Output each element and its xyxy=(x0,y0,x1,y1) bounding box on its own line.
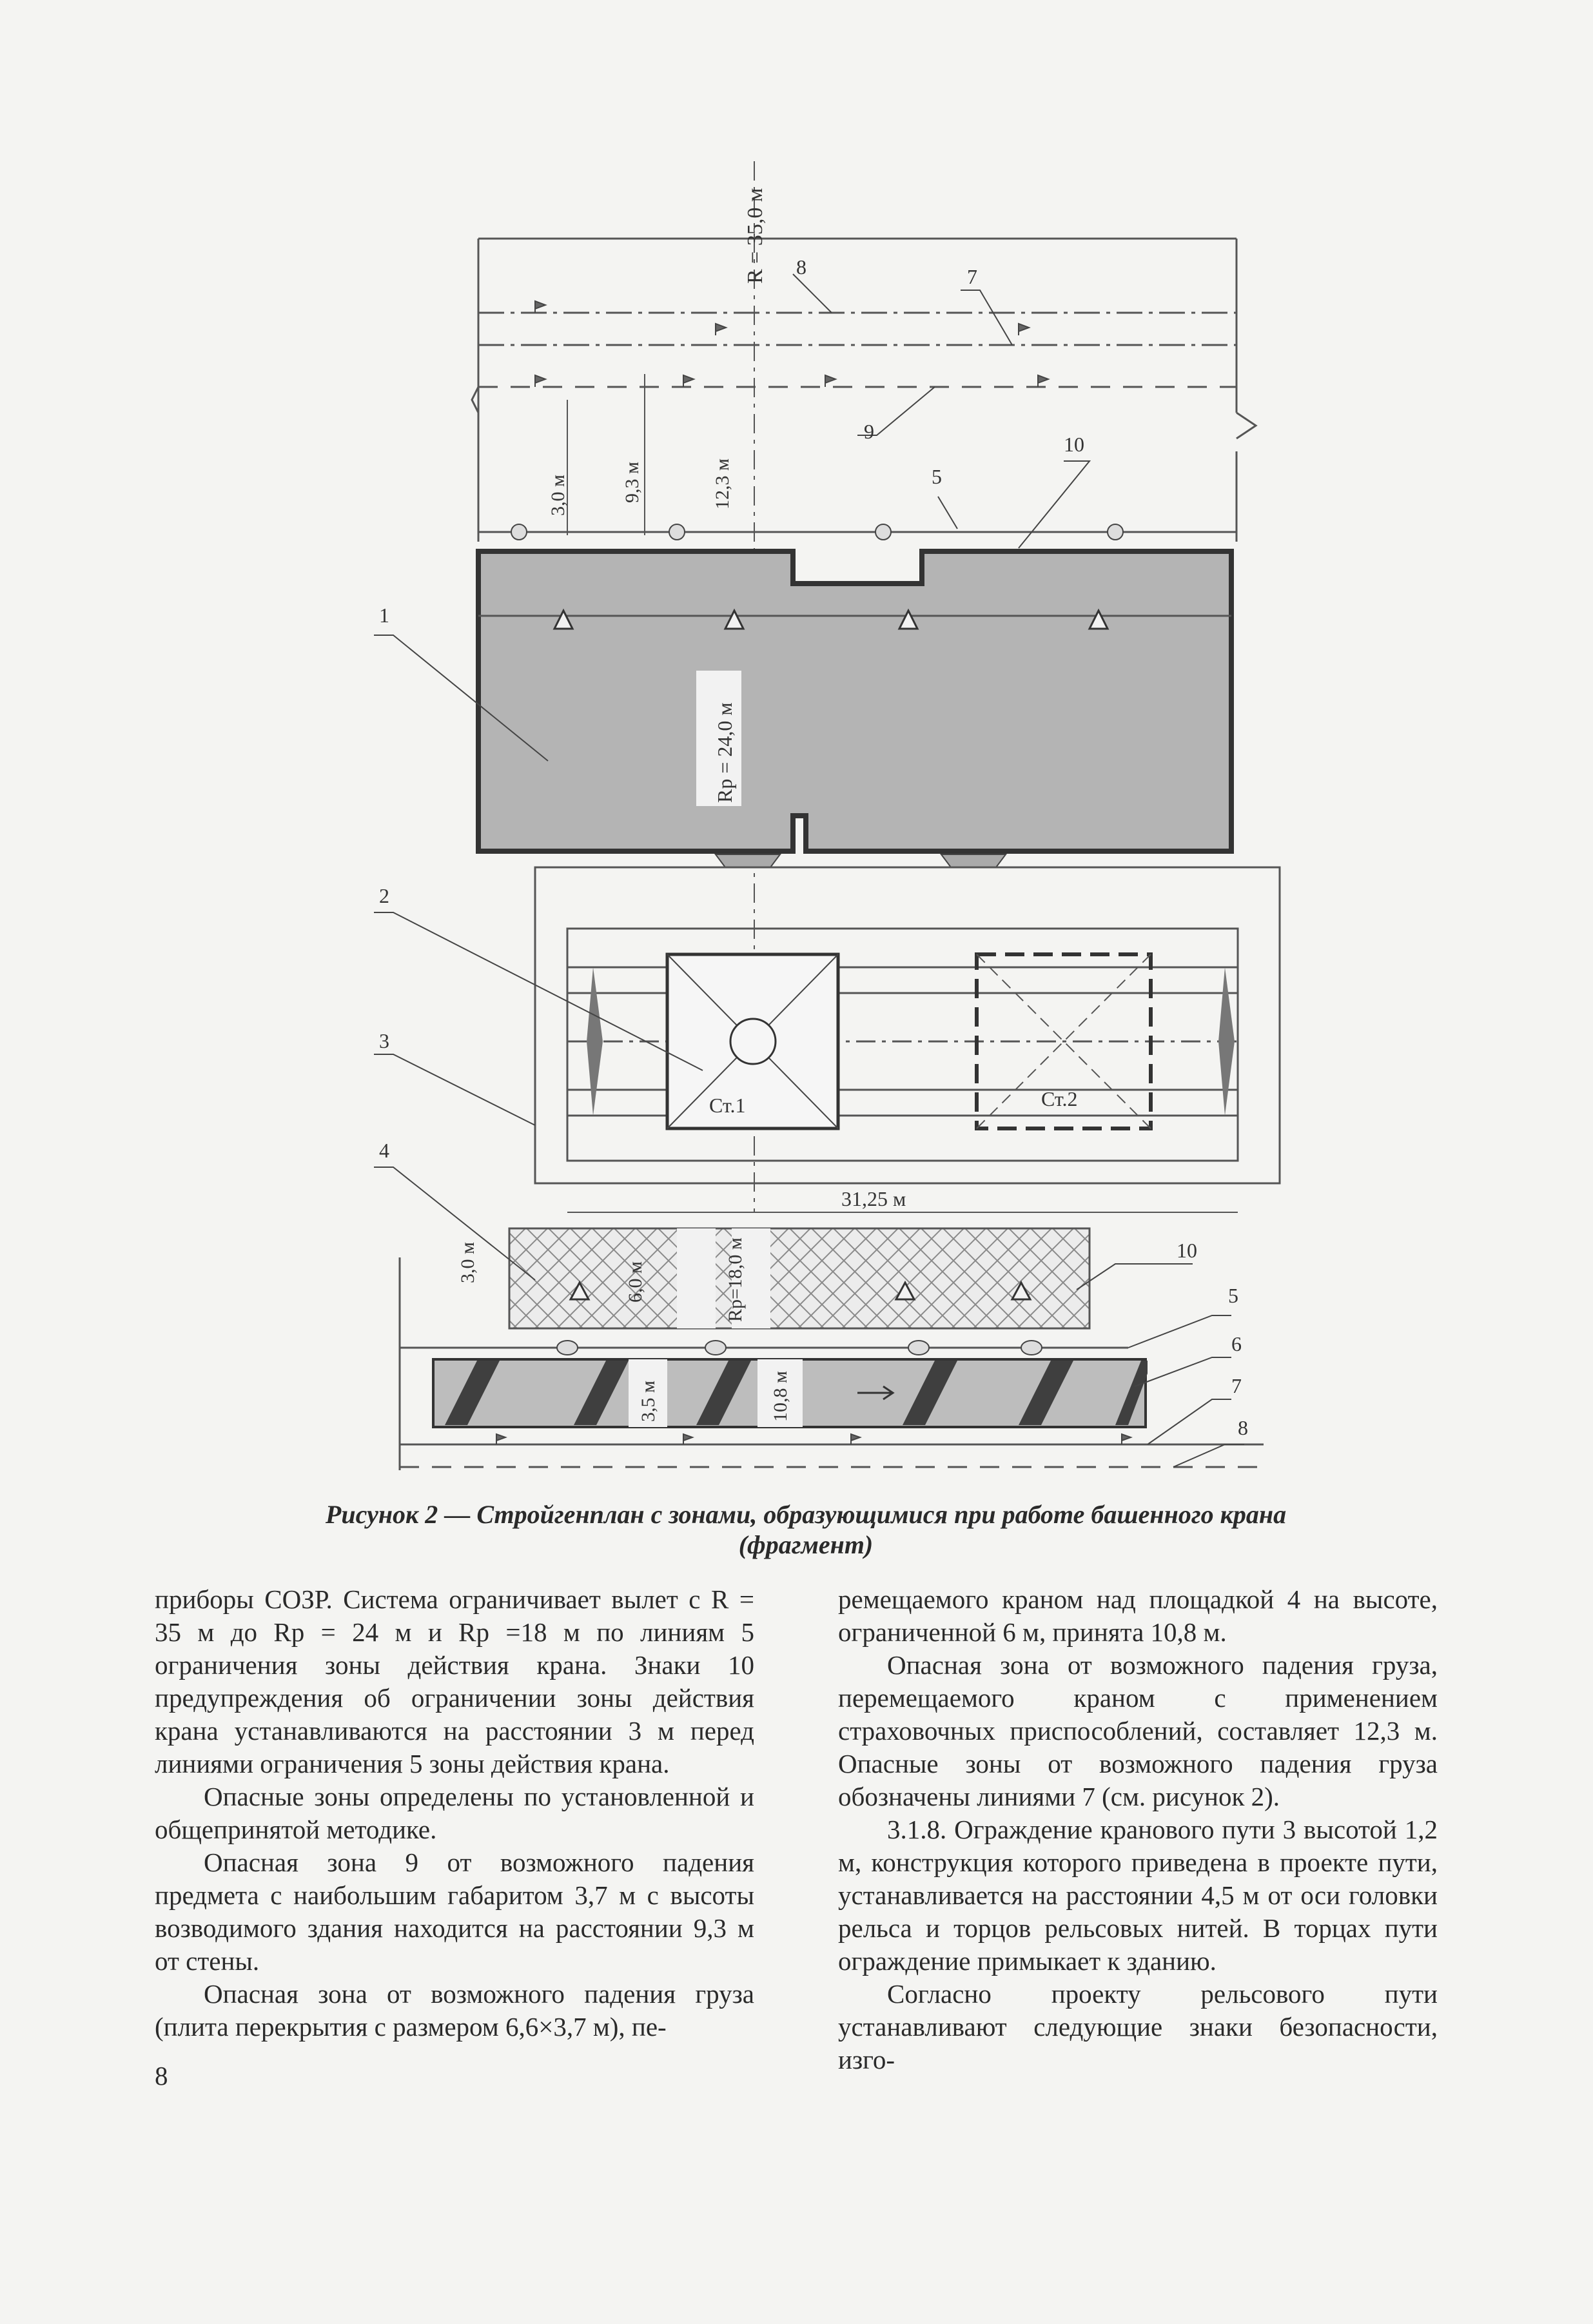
paragraph: Опасная зона от возможного падения груза, перемещаемого краном с применением страховочных приспособлений, составляет 12,3 м. Опасные зоны от возможного падения груза обозначены линиями 7 (см. рисунок 2). xyxy=(838,1650,1438,1811)
caption-prefix: Рисунок 2 xyxy=(325,1500,438,1529)
building-bumps xyxy=(716,854,1006,867)
callout-2: 2 xyxy=(379,884,389,907)
dim-6m-bottom: 6,0 м xyxy=(625,1261,646,1303)
paragraph: Опасная зона от возможного падения груза (плита перекрытия с размером 6,6×3,7 м), пе- xyxy=(155,1979,754,2042)
callout-8-bottom: 8 xyxy=(1238,1416,1248,1439)
callout-7-top: 7 xyxy=(967,265,977,288)
paragraph: 3.1.8. Ограждение кранового пути 3 высотой 1,2 м, конструкция которого приведена в проекте пути, устанавливается на расстоянии 4,5 м от оси головки рельса и торцов рельсовых нитей. В торцах пути ограждение примыкает к зданию. xyxy=(838,1815,1438,1976)
building-1 xyxy=(478,551,1231,851)
callout-4: 4 xyxy=(379,1139,389,1162)
svg-text:R = 35,0 м: R = 35,0 м xyxy=(743,188,767,284)
upper-zone-frame xyxy=(472,239,1256,542)
paragraph: ремещаемого краном над площадкой 4 на высоте, ограниченной 6 м, принята 10,8 м. xyxy=(838,1584,1438,1647)
callout-10-top: 10 xyxy=(1064,433,1084,456)
callout-9-top: 9 xyxy=(864,420,874,443)
dim-10-8-label: 10,8 м xyxy=(770,1371,791,1422)
rp18-label: Rp=18,0 м xyxy=(725,1237,746,1322)
line-5-top xyxy=(478,524,1236,540)
line-5-bottom xyxy=(400,1341,1128,1355)
dim-12m-label: 12,3 м xyxy=(712,458,733,509)
crane-station-1 xyxy=(667,954,838,1128)
dim-3m-bottom: 3,0 м xyxy=(457,1242,478,1283)
crane-track-3 xyxy=(535,867,1280,1183)
callout-3: 3 xyxy=(379,1029,389,1052)
paragraph: Опасные зоны определены по установленной и общепринятой методике. xyxy=(155,1782,754,1844)
callout-5-bottom: 5 xyxy=(1228,1284,1238,1307)
callout-7-bottom: 7 xyxy=(1231,1374,1242,1397)
dim-3-5-label: 3,5 м xyxy=(638,1381,659,1422)
svg-text:Ст.1: Ст.1 xyxy=(709,1094,746,1117)
caption-text: — Стройгенплан с зонами, образующимися при работе башенного крана (фрагмент) xyxy=(438,1500,1287,1559)
callout-1: 1 xyxy=(379,604,389,627)
page-number: 8 xyxy=(155,2061,168,2091)
dim-9m-label: 9,3 м xyxy=(621,462,643,503)
platform-4 xyxy=(509,1228,1090,1328)
callout-10-bottom: 10 xyxy=(1177,1239,1197,1262)
r-top-label xyxy=(743,188,767,284)
rp24-label: Rp = 24,0 м xyxy=(713,702,736,803)
svg-text:Ст.2: Ст.2 xyxy=(1041,1087,1078,1110)
paragraph: Опасная зона 9 от возможного падения предмета с наибольшим габаритом 3,7 м с высоты возводимого здания находится на расстоянии 9,3 м от стены. xyxy=(155,1847,754,1976)
span-label: 31,25 м xyxy=(841,1187,906,1210)
text-column-right xyxy=(838,1583,1438,2076)
text-column-left xyxy=(155,1583,754,2043)
flag-markers-bottom xyxy=(496,1434,1131,1444)
dim-3m-label: 3,0 м xyxy=(547,475,569,516)
callout-6-bottom: 6 xyxy=(1231,1332,1242,1355)
callout-5-top: 5 xyxy=(932,465,942,488)
figure-caption xyxy=(258,1499,1354,1560)
line-8 xyxy=(478,313,1236,387)
callout-8-top: 8 xyxy=(796,255,806,279)
paragraph: Согласно проекту рельсового пути устанавливают следующие знаки безопасности, изго- xyxy=(838,1979,1438,2074)
paragraph: приборы СОЗР. Система ограничивает вылет с R = 35 м до Rp = 24 м и Rp =18 м по линиям 5 ограничения зоны действия крана. Знаки 10 предупреждения об ограничении зоны действия крана устанавливаются на расстоянии 3 м перед линиями ограничения 5 зоны действия крана. xyxy=(155,1584,754,1778)
